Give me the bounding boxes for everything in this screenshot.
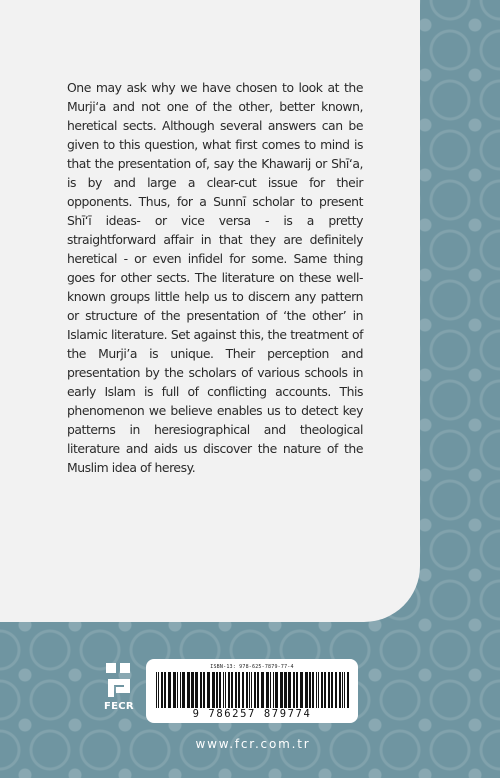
- barcode-bar: [158, 672, 159, 708]
- barcode-bar: [156, 672, 157, 708]
- barcode-bar: [177, 672, 178, 708]
- barcode-bar: [296, 672, 298, 708]
- barcode-bar: [331, 672, 333, 708]
- barcode-bar: [280, 672, 283, 708]
- barcode-bar: [212, 672, 215, 708]
- barcode-bar: [251, 672, 252, 708]
- barcode-bar: [207, 672, 210, 708]
- barcode-bar: [216, 672, 218, 708]
- barcode-bar: [173, 672, 176, 708]
- barcode-bar: [293, 672, 295, 708]
- publisher-logo: [104, 661, 138, 721]
- barcode-bar: [305, 672, 308, 708]
- barcode-bar: [203, 672, 205, 708]
- barcode-bar: [284, 672, 287, 708]
- barcode-bar: [164, 672, 166, 708]
- barcode-bar: [347, 672, 349, 708]
- barcode-bar: [300, 672, 303, 708]
- barcode-bar: [266, 672, 269, 708]
- barcode-bar: [200, 672, 202, 708]
- barcode-bar: [219, 672, 221, 708]
- barcode-bar: [254, 672, 256, 708]
- barcode-bar: [318, 672, 319, 708]
- barcode-bar: [275, 672, 278, 708]
- publisher-logo-mark: [104, 661, 138, 699]
- barcode-bar: [270, 672, 271, 708]
- barcode-bar: [288, 672, 291, 708]
- barcode-bar: [342, 672, 343, 708]
- publisher-website: www.fcr.com.tr: [195, 737, 311, 751]
- barcode-bar: [339, 672, 341, 708]
- barcode-bar: [223, 672, 224, 708]
- publisher-logo-text: FECR: [104, 701, 134, 712]
- barcode-bar: [344, 672, 345, 708]
- barcode-bar: [309, 672, 311, 708]
- barcode-bar: [321, 672, 323, 708]
- barcode-bar: [249, 672, 250, 708]
- barcode-bars: [154, 672, 350, 708]
- barcode-bar: [228, 672, 230, 708]
- barcode-bar: [242, 672, 244, 708]
- barcode-bar: [273, 672, 274, 708]
- barcode-bar: [261, 672, 264, 708]
- barcode-bar: [324, 672, 326, 708]
- barcode-bar: [182, 672, 185, 708]
- back-cover-blurb: One may ask why we have chosen to look at the Murji‘a and not one of the other, better known, heretical sects. Although several answers can be given to this question, what first comes to mind is that the presentation of, say the Khawarij or Shī‘a, is by and large a clear-cut issue for their opponents. Thus, for a Sunnī scholar to present Shī‘ī ideas- or vice versa - is a pretty straightforward affair in that they are definitely heretical - or even infidel for some. Same thing goes for other sects. The literature on these well-known groups little help us to discern any pattern or structure of the presentation of ‘the other’ in Islamic literature. Set against this, the treatment of the Murji’a is unique. Their perception and presentation by the scholars of various schools in early Islam is full of conflicting accounts. This phenomenon we believe enables us to detect key patterns in heresiographical and theological literature and aids us discover the nature of the Muslim idea of heresy.: [67, 80, 363, 475]
- barcode-bar: [335, 672, 337, 708]
- barcode-bar: [238, 672, 240, 708]
- barcode-bar: [231, 672, 233, 708]
- barcode-number: 9 786257 879774: [192, 708, 312, 720]
- isbn-barcode: [146, 659, 358, 723]
- barcode-bar: [225, 672, 226, 708]
- barcode-bar: [168, 672, 171, 708]
- barcode-bar: [257, 672, 259, 708]
- isbn-line: ISBN-13: 978-625-7879-77-4: [210, 664, 294, 670]
- barcode-bar: [191, 672, 194, 708]
- barcode-bar: [328, 672, 330, 708]
- barcode-bar: [235, 672, 237, 708]
- barcode-bar: [195, 672, 198, 708]
- barcode-bar: [312, 672, 314, 708]
- barcode-bar: [316, 672, 317, 708]
- barcode-bar: [161, 672, 163, 708]
- barcode-bar: [180, 672, 181, 708]
- barcode-bar: [246, 672, 248, 708]
- barcode-bar: [187, 672, 190, 708]
